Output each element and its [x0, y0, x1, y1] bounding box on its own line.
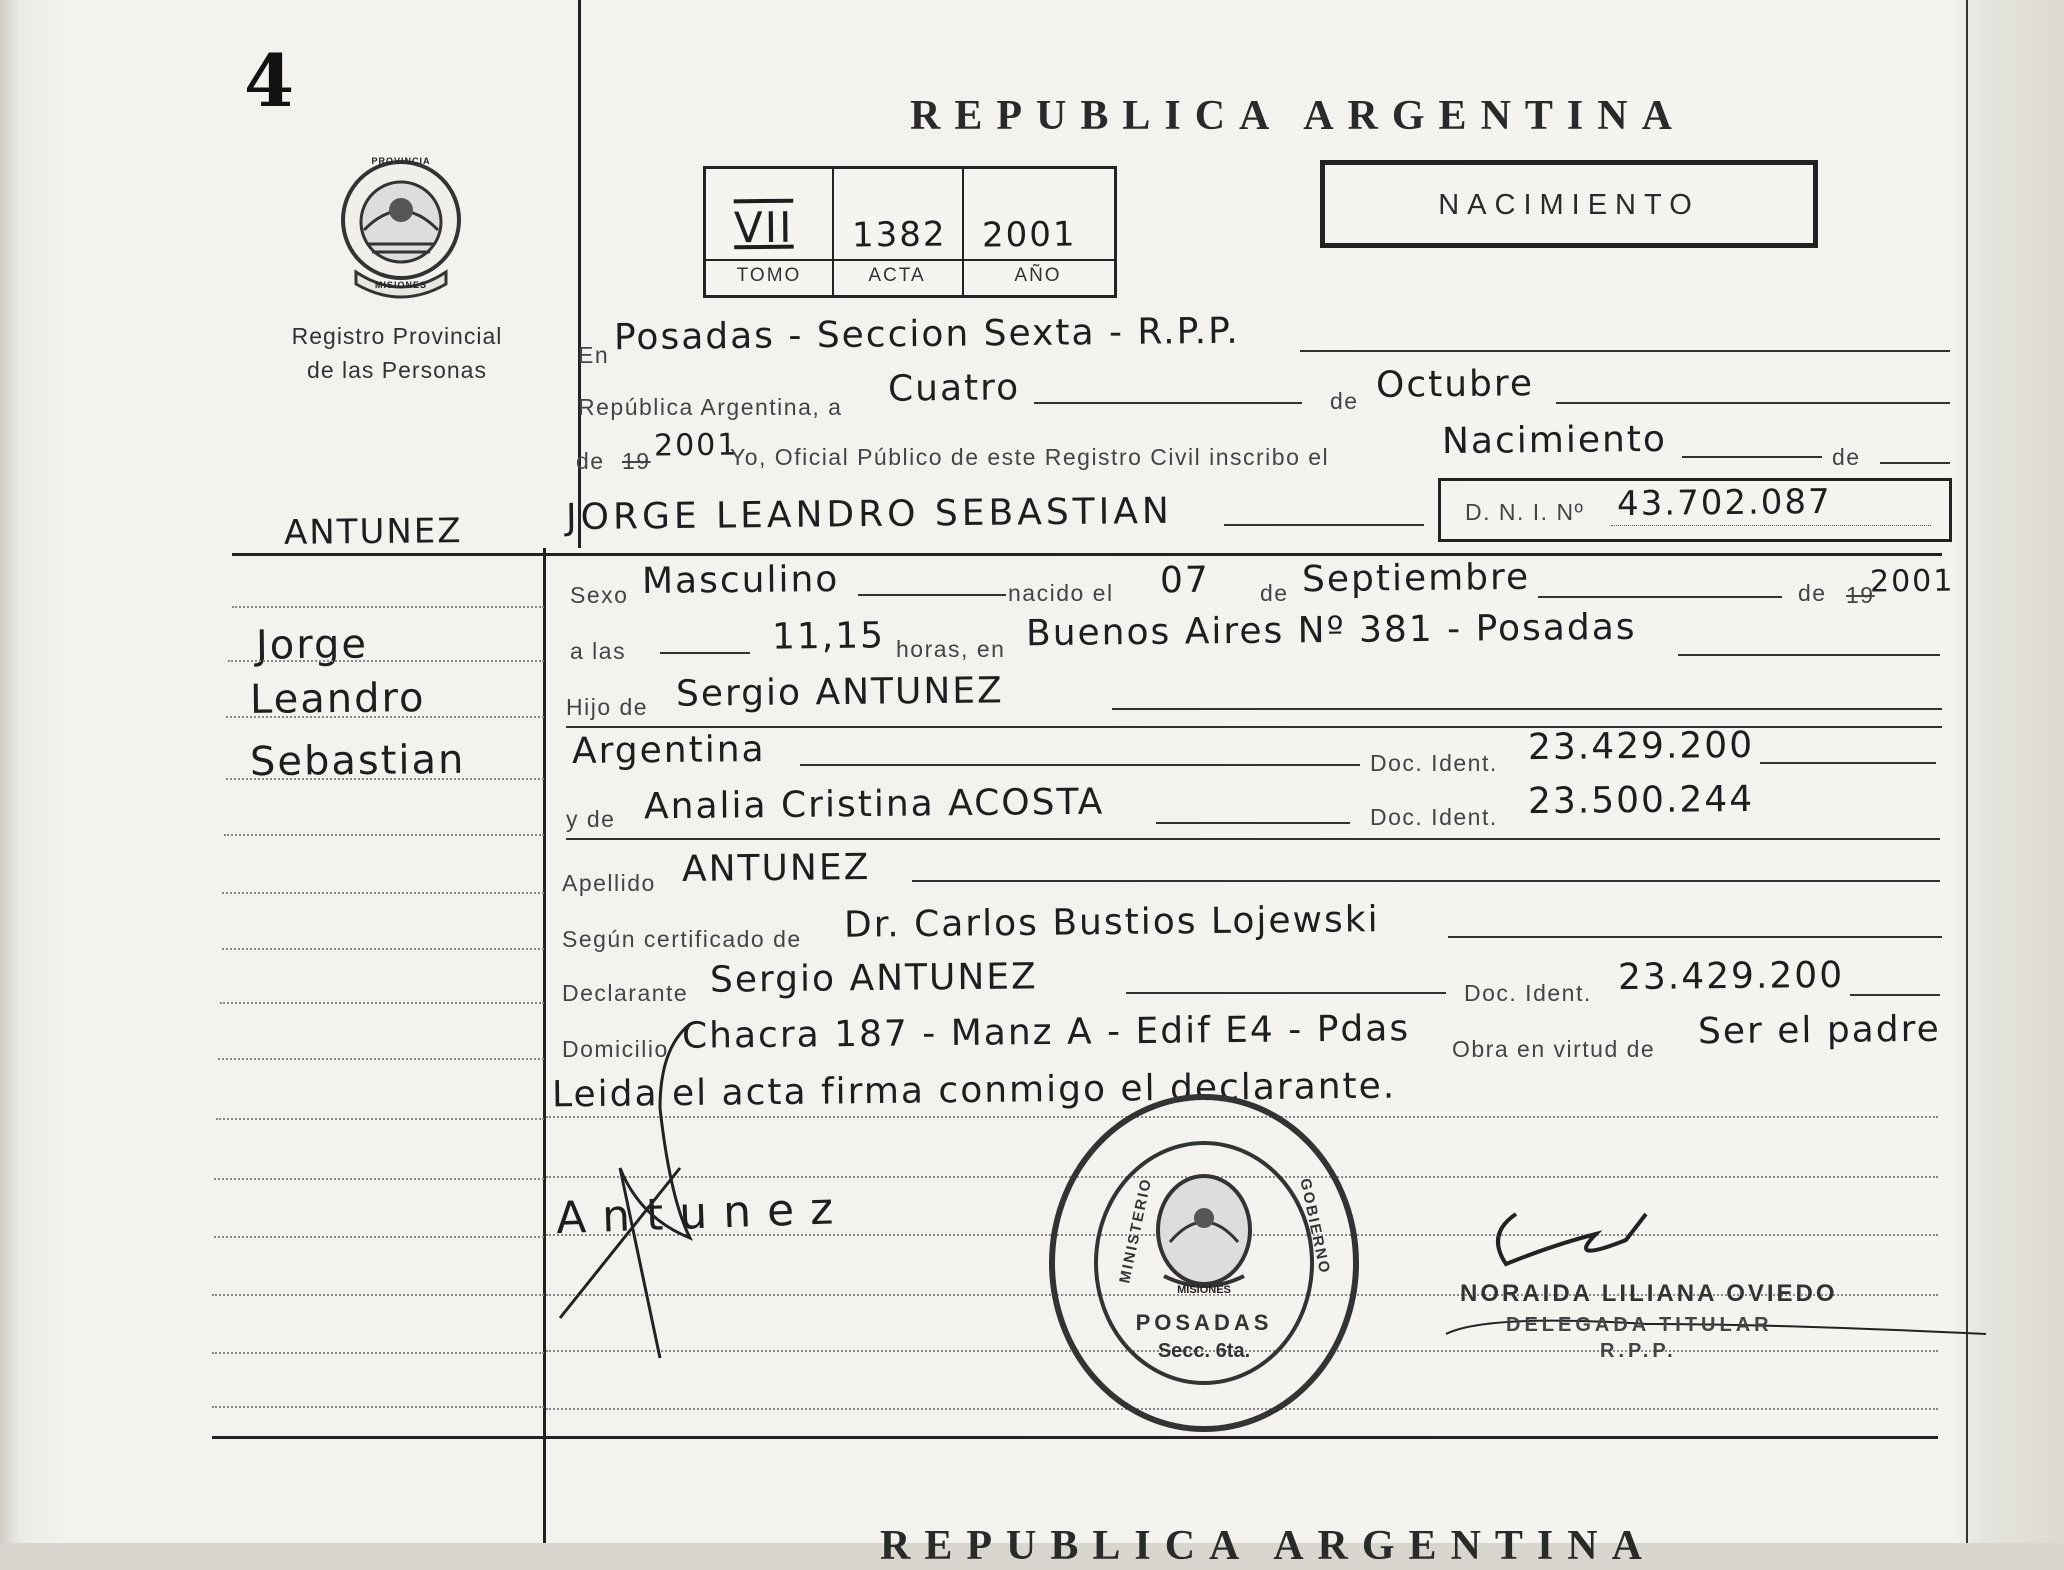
value-declarante: Sergio ANTUNEZ	[709, 956, 1038, 1001]
fill-line	[1448, 936, 1942, 938]
value-padre: Sergio ANTUNEZ	[675, 670, 1004, 715]
margin-dotted-line	[226, 716, 544, 718]
fill-line	[660, 652, 750, 654]
value-acto: Nacimiento	[1441, 418, 1668, 463]
fill-line	[858, 594, 1006, 596]
country-title: REPUBLICA ARGENTINA	[910, 93, 1686, 139]
fill-line	[566, 838, 1940, 840]
margin-dotted-line	[214, 1178, 544, 1180]
margin-given-name-2: Leandro	[249, 675, 426, 723]
dni-box	[1438, 478, 1952, 542]
surname-rule	[232, 553, 1942, 556]
registry-name-line-1: Registro Provincial	[291, 323, 503, 349]
official-name: NORAIDA LILIANA OVIEDO	[1460, 1280, 1838, 1307]
margin-given-name-1: Jorge	[255, 621, 369, 669]
label-en: En	[578, 342, 610, 368]
fill-line	[1760, 762, 1936, 764]
label-de3: de	[1798, 580, 1827, 606]
label-year-prefix: 19	[622, 448, 651, 474]
registry-name-line-2: de las Personas	[307, 357, 487, 383]
fill-line	[1538, 596, 1782, 598]
seal-bottom-text: MISIONES	[374, 280, 427, 290]
fill-line	[1678, 654, 1940, 656]
register-box	[703, 166, 1117, 298]
label-apellido: Apellido	[562, 870, 656, 896]
tomo-value: VII	[733, 202, 794, 253]
ano-value: 2001	[981, 214, 1077, 256]
label-year-prefix-2: 19	[1846, 582, 1875, 608]
stamp-inner-left: MINISTERIO	[1116, 1176, 1156, 1285]
label-horas-en: horas, en	[896, 636, 1006, 662]
value-anio-inscripcion: 2001	[653, 427, 739, 464]
fill-line	[1126, 992, 1446, 994]
label-nacido-el: nacido el	[1008, 580, 1114, 606]
act-type-label: NACIMIENTO	[1438, 189, 1700, 221]
stamp-city: POSADAS	[1135, 1310, 1273, 1335]
label-doc-ident-padre: Doc. Ident.	[1370, 750, 1498, 776]
value-nacionalidad-padre: Argentina	[571, 728, 766, 773]
fill-line	[1682, 456, 1822, 458]
fill-line	[1880, 462, 1950, 464]
tomo-label: TOMO	[736, 265, 802, 286]
value-domicilio: Chacra 187 - Manz A - Edif E4 - Pdas	[681, 1008, 1411, 1057]
page-number: 4	[244, 38, 295, 123]
label-republica: República Argentina, a	[578, 394, 843, 420]
fill-line	[1034, 402, 1302, 404]
margin-dotted-line	[228, 660, 544, 662]
fill-line	[800, 764, 1360, 766]
margin-dotted-line	[232, 606, 544, 608]
margin-dotted-line	[214, 1236, 544, 1238]
value-doc-declarante: 23.429.200	[1617, 954, 1845, 999]
label-obra: Obra en virtud de	[1452, 1036, 1656, 1062]
fill-line	[1850, 994, 1940, 996]
margin-divider-lower	[543, 548, 546, 1543]
value-virtud: Ser el padre	[1697, 1008, 1941, 1053]
label-de2: de	[1260, 580, 1289, 606]
margin-dotted-line	[212, 1406, 544, 1408]
value-mes-nac: Septiembre	[1301, 556, 1531, 601]
value-anio-nac: 2001	[1869, 563, 1955, 600]
ano-label: AÑO	[1014, 265, 1062, 286]
act-type-box	[1320, 160, 1818, 248]
value-medico: Dr. Carlos Bustios Lojewski	[843, 899, 1380, 946]
label-de-end: de	[1832, 444, 1861, 470]
value-sexo: Masculino	[641, 558, 840, 603]
margin-surname: ANTUNEZ	[283, 511, 463, 553]
label-dni: D. N. I. Nº	[1465, 499, 1585, 525]
next-page-title: REPUBLICA ARGENTINA	[880, 1523, 1656, 1569]
stamp-badge: MISIONES	[1177, 1284, 1231, 1296]
label-doc-ident-declarante: Doc. Ident.	[1464, 980, 1592, 1006]
bottom-rule	[212, 1436, 1938, 1439]
declarant-signature-strokes	[560, 1018, 740, 1368]
value-apellido: ANTUNEZ	[681, 847, 871, 890]
official-office: R.P.P.	[1600, 1340, 1677, 1362]
official-title: DELEGADA TITULAR	[1506, 1314, 1773, 1336]
value-dni: 43.702.087	[1616, 481, 1832, 525]
official-stamp	[1044, 1090, 1364, 1436]
margin-dotted-line	[216, 1118, 544, 1120]
margin-dotted-line	[218, 1058, 544, 1060]
margin-dotted-line	[222, 948, 544, 950]
seal-top-text: PROVINCIA	[371, 156, 431, 166]
value-cierre: Leida el acta firma conmigo el declarante.	[551, 1065, 1397, 1116]
fill-line	[1224, 524, 1424, 526]
label-a-las: a las	[570, 638, 627, 664]
value-hora: 11,15	[771, 615, 886, 658]
value-lugar: Posadas - Seccion Sexta - R.P.P.	[613, 310, 1240, 359]
label-declarante: Declarante	[562, 980, 689, 1006]
margin-given-name-3: Sebastian	[249, 736, 466, 786]
value-dia-inscripcion: Cuatro	[887, 367, 1021, 410]
label-yo-oficial: Yo, Oficial Público de este Registro Civil inscribo el	[730, 444, 1330, 470]
label-sexo: Sexo	[570, 582, 629, 608]
margin-dotted-line	[212, 1352, 544, 1354]
fill-line	[1556, 402, 1950, 404]
value-lugar-nac: Buenos Aires Nº 381 - Posadas	[1025, 606, 1637, 655]
margin-dotted-line	[212, 1294, 544, 1296]
value-mes-inscripcion: Octubre	[1375, 363, 1535, 406]
provincial-seal	[336, 152, 466, 302]
value-madre: Analia Cristina ACOSTA	[643, 781, 1105, 828]
acta-label: ACTA	[868, 265, 926, 286]
acta-value: 1382	[851, 214, 947, 256]
label-doc-ident-madre: Doc. Ident.	[1370, 804, 1498, 830]
stamp-sub: Secc. 6ta.	[1157, 1340, 1251, 1362]
label-y-de: y de	[566, 806, 616, 832]
fill-line	[912, 880, 1940, 882]
fill-line	[1156, 822, 1350, 824]
value-nombre: JORGE LEANDRO SEBASTIAN	[565, 490, 1174, 539]
stamp-inner-right: GOBIERNO	[1296, 1176, 1334, 1277]
declarant-signature: Antunez	[555, 1182, 850, 1245]
margin-dotted-line	[222, 892, 544, 894]
value-doc-padre: 23.429.200	[1527, 724, 1755, 769]
label-de: de	[1330, 388, 1359, 414]
margin-dotted-line	[224, 834, 544, 836]
fill-line	[1611, 525, 1931, 526]
margin-dotted-line	[220, 1002, 544, 1004]
fill-line	[1112, 708, 1942, 710]
margin-dotted-line	[226, 778, 544, 780]
label-segun: Según certificado de	[562, 926, 802, 952]
label-hijo-de: Hijo de	[566, 694, 649, 720]
fill-line	[1300, 350, 1950, 352]
label-de-year: de	[576, 448, 605, 474]
value-dia-nac: 07	[1159, 559, 1211, 602]
value-doc-madre: 23.500.244	[1527, 778, 1755, 823]
label-domicilio: Domicilio	[562, 1036, 669, 1062]
